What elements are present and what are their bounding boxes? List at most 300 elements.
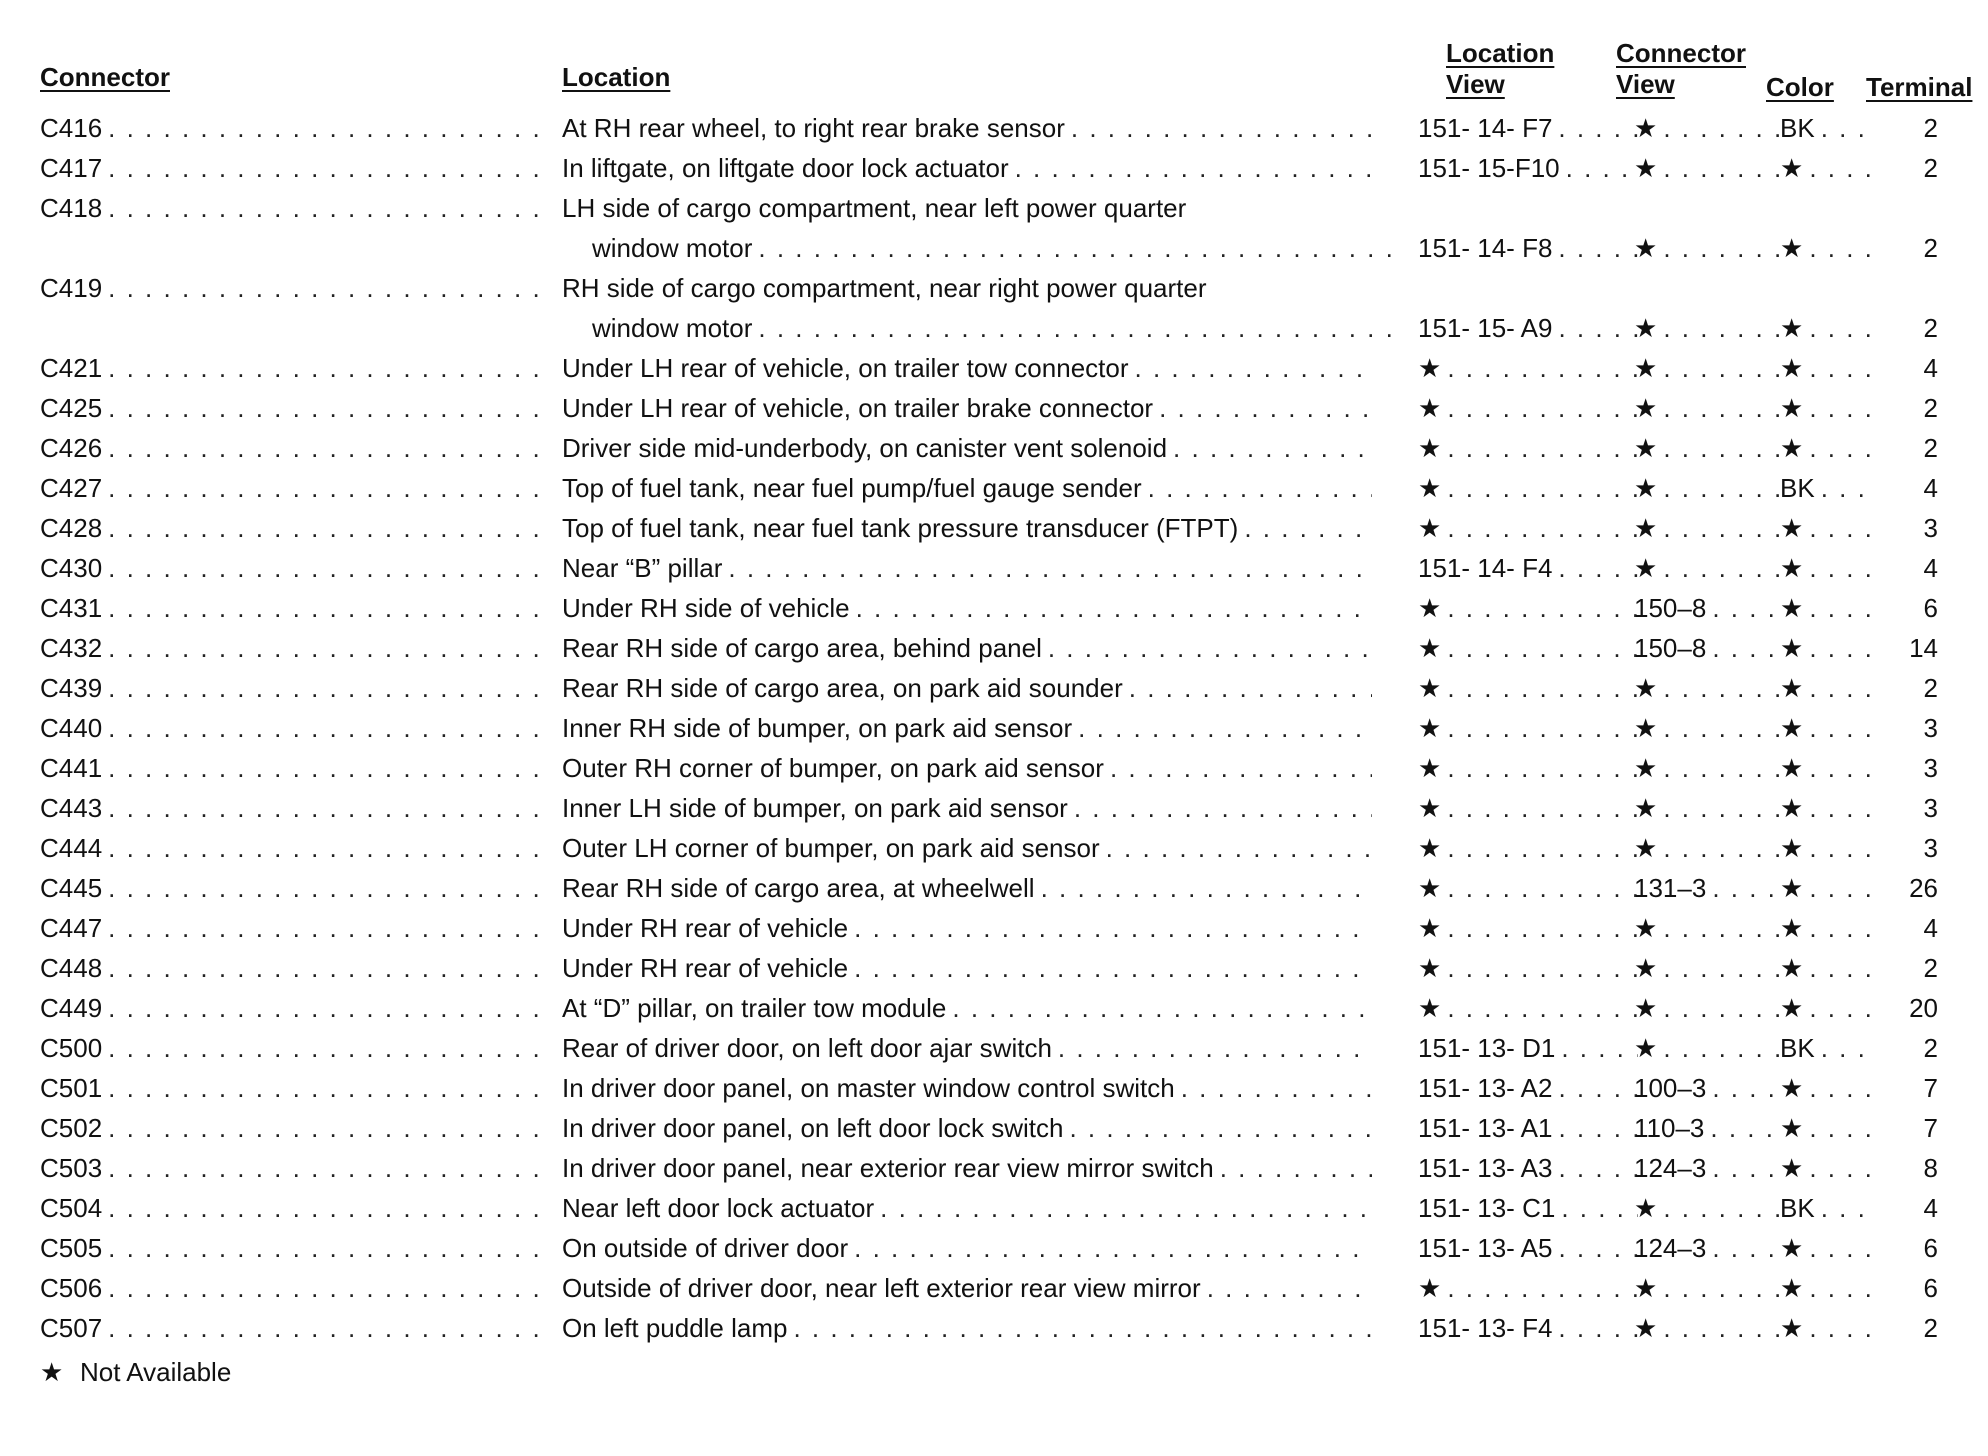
dot-leader: [1015, 148, 1372, 188]
dot-leader: [108, 1268, 550, 1308]
row-line: [0, 228, 1988, 268]
dot-leader: [1447, 1268, 1638, 1308]
dot-leader: [1809, 1228, 1870, 1268]
connector-id: C447 . . .: [40, 908, 550, 948]
connector-view: ★ . . .: [1634, 748, 1784, 788]
row-line: [0, 1028, 1988, 1068]
location-view: 151- 13- A1 . . .: [1418, 1108, 1638, 1148]
connector-id: C503 . . .: [40, 1148, 550, 1188]
dot-leader: [108, 628, 550, 668]
terminal-count: 14: [1909, 633, 1938, 663]
dot-leader: [1663, 348, 1784, 388]
table-row: [0, 1228, 1988, 1268]
row-line: [0, 1308, 1988, 1348]
terminal-count: 2: [1923, 1033, 1938, 1063]
table-row: [0, 1188, 1988, 1228]
connector-view: ★ . . .: [1634, 1268, 1784, 1308]
connector-id: C440 . . .: [40, 708, 550, 748]
dot-leader: [1712, 588, 1784, 628]
dot-leader: [1447, 708, 1638, 748]
location-view: 151- 14- F4 . . .: [1418, 548, 1638, 588]
row-line: [0, 1268, 1988, 1308]
dot-leader: [1663, 828, 1784, 868]
connector-view: ★ . . .: [1634, 308, 1784, 348]
header-terminal: Terminal: [1866, 72, 1973, 102]
dot-leader: [1809, 868, 1870, 908]
terminal-count: 4: [1923, 913, 1938, 943]
dot-leader: [108, 268, 550, 308]
connector-id: C505 . . .: [40, 1228, 550, 1268]
dot-leader: [1561, 1028, 1638, 1068]
connector-view: 150–8 . . .: [1634, 628, 1784, 668]
dot-leader: [1809, 428, 1870, 468]
row-line: [0, 188, 1988, 228]
terminal-count: 2: [1923, 953, 1938, 983]
dot-leader: [1663, 668, 1784, 708]
dot-leader: [854, 1228, 1372, 1268]
connector-id: C430 . . .: [40, 548, 550, 588]
row-line: [0, 828, 1988, 868]
location-view: ★ . . .: [1418, 988, 1638, 1028]
dot-leader: [1809, 1308, 1870, 1348]
dot-leader: [854, 948, 1372, 988]
connector-id: C417 . . .: [40, 148, 550, 188]
location-view: 151- 14- F7 . . .: [1418, 108, 1638, 148]
wire-color: BK . . .: [1780, 108, 1870, 148]
row-line: [0, 268, 1988, 308]
dot-leader: [108, 788, 550, 828]
dot-leader: [1558, 228, 1638, 268]
dot-leader: [1558, 1228, 1638, 1268]
location-text: At “D” pillar, on trailer tow module . . .: [562, 988, 1372, 1028]
table-row: [0, 628, 1988, 668]
table-row: [0, 788, 1988, 828]
dot-leader: [1447, 348, 1638, 388]
wire-color: ★ . . .: [1780, 988, 1870, 1028]
dot-leader: [1561, 1188, 1638, 1228]
row-line: [0, 908, 1988, 948]
terminal-count: 3: [1923, 753, 1938, 783]
terminal-count: 3: [1923, 793, 1938, 823]
table-row: [0, 948, 1988, 988]
wire-color: ★ . . .: [1780, 1308, 1870, 1348]
wire-color: ★ . . .: [1780, 308, 1870, 348]
table-row: [0, 868, 1988, 908]
location-view: 151- 13- D1 . . .: [1418, 1028, 1638, 1068]
header-location-view: Location View: [1446, 38, 1555, 99]
dot-leader: [108, 428, 550, 468]
dot-leader: [1447, 988, 1638, 1028]
dot-leader: [1712, 628, 1784, 668]
dot-leader: [1078, 708, 1372, 748]
connector-id: C431 . . .: [40, 588, 550, 628]
dot-leader: [1809, 1068, 1870, 1108]
dot-leader: [108, 468, 550, 508]
location-text: Inner RH side of bumper, on park aid sensor . . .: [562, 708, 1372, 748]
location-view: 151- 13- C1 . . .: [1418, 1188, 1638, 1228]
dot-leader: [1447, 428, 1638, 468]
dot-leader: [880, 1188, 1372, 1228]
dot-leader: [108, 508, 550, 548]
dot-leader: [1809, 988, 1870, 1028]
dot-leader: [1663, 308, 1784, 348]
location-text: In liftgate, on liftgate door lock actuator . . .: [562, 148, 1372, 188]
location-text: LH side of cargo compartment, near left power quarter: [562, 193, 1187, 223]
location-view: 151- 15- A9 . . .: [1418, 308, 1638, 348]
dot-leader: [1041, 868, 1372, 908]
footnote: [40, 1354, 231, 1390]
dot-leader: [1809, 748, 1870, 788]
dot-leader: [1663, 708, 1784, 748]
row-line: [0, 868, 1988, 908]
dot-leader: [108, 1308, 550, 1348]
connector-view: ★ . . .: [1634, 908, 1784, 948]
location-view: ★ . . .: [1418, 388, 1638, 428]
connector-id: C416 . . .: [40, 108, 550, 148]
dot-leader: [1558, 1108, 1638, 1148]
dot-leader: [108, 388, 550, 428]
dot-leader: [1663, 148, 1784, 188]
row-line: [0, 948, 1988, 988]
dot-leader: [1207, 1268, 1372, 1308]
dot-leader: [1821, 108, 1870, 148]
dot-leader: [793, 1308, 1372, 1348]
connector-id: C418 . . .: [40, 188, 550, 228]
dot-leader: [108, 908, 550, 948]
row-line: [0, 148, 1988, 188]
dot-leader: [1663, 788, 1784, 828]
dot-leader: [1809, 708, 1870, 748]
location-text: Top of fuel tank, near fuel tank pressure transducer (FTPT) . . .: [562, 508, 1372, 548]
location-text: Outer LH corner of bumper, on park aid sensor . . .: [562, 828, 1372, 868]
location-text: Rear RH side of cargo area, behind panel . . .: [562, 628, 1372, 668]
dot-leader: [108, 548, 550, 588]
dot-leader: [1712, 1228, 1784, 1268]
location-view: 151- 13- F4 . . .: [1418, 1308, 1638, 1348]
connector-id: C419 . . .: [40, 268, 550, 308]
connector-id: C432 . . .: [40, 628, 550, 668]
row-line: [0, 708, 1988, 748]
wire-color: BK . . .: [1780, 1028, 1870, 1068]
connector-view: ★ . . .: [1634, 108, 1784, 148]
connector-view: ★ . . .: [1634, 1188, 1784, 1228]
star-icon: ★: [40, 1357, 64, 1387]
header-location: Location: [562, 62, 671, 92]
dot-leader: [1135, 348, 1373, 388]
dot-leader: [1447, 388, 1638, 428]
dot-leader: [758, 228, 1402, 268]
row-line: [0, 628, 1988, 668]
dot-leader: [1663, 988, 1784, 1028]
connector-id: C507 . . .: [40, 1308, 550, 1348]
row-line: [0, 988, 1988, 1028]
dot-leader: [1110, 748, 1372, 788]
dot-leader: [1809, 348, 1870, 388]
terminal-count: 2: [1923, 153, 1938, 183]
dot-leader: [1558, 1068, 1638, 1108]
connector-id: C500 . . .: [40, 1028, 550, 1068]
dot-leader: [1809, 308, 1870, 348]
terminal-count: 4: [1923, 473, 1938, 503]
terminal-count: 6: [1923, 1233, 1938, 1263]
table-row: [0, 988, 1988, 1028]
connector-view: ★ . . .: [1634, 668, 1784, 708]
dot-leader: [108, 588, 550, 628]
row-line: [0, 548, 1988, 588]
dot-leader: [1447, 868, 1638, 908]
dot-leader: [1809, 1268, 1870, 1308]
table-row: [0, 1108, 1988, 1148]
dot-leader: [1181, 1068, 1372, 1108]
terminal-count: 20: [1909, 993, 1938, 1023]
location-view: ★ . . .: [1418, 908, 1638, 948]
connector-id: C439 . . .: [40, 668, 550, 708]
table-row: [0, 1268, 1988, 1308]
location-view: ★ . . .: [1418, 748, 1638, 788]
terminal-count: 2: [1923, 433, 1938, 463]
dot-leader: [1809, 1108, 1870, 1148]
dot-leader: [108, 868, 550, 908]
dot-leader: [1447, 948, 1638, 988]
connector-id: C441 . . .: [40, 748, 550, 788]
terminal-count: 4: [1923, 353, 1938, 383]
dot-leader: [1821, 468, 1870, 508]
location-text: Driver side mid-underbody, on canister vent solenoid . . .: [562, 428, 1372, 468]
connector-id: C448 . . .: [40, 948, 550, 988]
dot-leader: [1048, 628, 1372, 668]
dot-leader: [108, 1028, 550, 1068]
dot-leader: [1809, 948, 1870, 988]
location-text: At RH rear wheel, to right rear brake sensor . . .: [562, 108, 1372, 148]
connector-id: C426 . . .: [40, 428, 550, 468]
row-line: [0, 1148, 1988, 1188]
table-row: [0, 348, 1988, 388]
table-row: [0, 1308, 1988, 1348]
location-text: Rear of driver door, on left door ajar switch . . .: [562, 1028, 1372, 1068]
row-line: [0, 108, 1988, 148]
location-view: ★ . . .: [1418, 788, 1638, 828]
terminal-count: 2: [1923, 673, 1938, 703]
connector-id: C428 . . .: [40, 508, 550, 548]
dot-leader: [1447, 828, 1638, 868]
wire-color: ★ . . .: [1780, 948, 1870, 988]
connector-view: ★ . . .: [1634, 228, 1784, 268]
wire-color: ★ . . .: [1780, 828, 1870, 868]
dot-leader: [1447, 908, 1638, 948]
connector-view: ★ . . .: [1634, 508, 1784, 548]
table-row: [0, 748, 1988, 788]
location-view: 151- 13- A5 . . .: [1418, 1228, 1638, 1268]
footnote-text: Not Available: [80, 1357, 232, 1387]
dot-leader: [1663, 468, 1784, 508]
dot-leader: [1663, 548, 1784, 588]
location-text: Under RH rear of vehicle . . .: [562, 948, 1372, 988]
location-view: ★ . . .: [1418, 348, 1638, 388]
connector-view: ★ . . .: [1634, 468, 1784, 508]
connector-view: ★ . . .: [1634, 348, 1784, 388]
location-view: ★ . . .: [1418, 1268, 1638, 1308]
wire-color: BK . . .: [1780, 1188, 1870, 1228]
connector-id: C425 . . .: [40, 388, 550, 428]
row-line: [0, 348, 1988, 388]
dot-leader: [1712, 1068, 1784, 1108]
terminal-count: 2: [1923, 113, 1938, 143]
dot-leader: [1663, 748, 1784, 788]
location-text: Near left door lock actuator . . .: [562, 1188, 1372, 1228]
wire-color: ★ . . .: [1780, 628, 1870, 668]
wire-color: ★ . . .: [1780, 908, 1870, 948]
dot-leader: [854, 908, 1372, 948]
row-line: [0, 1228, 1988, 1268]
wire-color: ★ . . .: [1780, 1268, 1870, 1308]
row-line: [0, 388, 1988, 428]
terminal-count: 2: [1923, 393, 1938, 423]
location-view: ★ . . .: [1418, 428, 1638, 468]
row-line: [0, 1068, 1988, 1108]
dot-leader: [1663, 1268, 1784, 1308]
row-line: [0, 668, 1988, 708]
terminal-count: 3: [1923, 713, 1938, 743]
connector-view: ★ . . .: [1634, 948, 1784, 988]
location-view: ★ . . .: [1418, 868, 1638, 908]
connector-id: C501 . . .: [40, 1068, 550, 1108]
location-text-continued: window motor . . .: [592, 308, 1402, 348]
connector-id: C443 . . .: [40, 788, 550, 828]
connector-view: 124–3 . . .: [1634, 1228, 1784, 1268]
dot-leader: [1809, 828, 1870, 868]
location-text: In driver door panel, on master window control switch . . .: [562, 1068, 1372, 1108]
dot-leader: [1447, 508, 1638, 548]
connector-id: C449 . . .: [40, 988, 550, 1028]
dot-leader: [1447, 788, 1638, 828]
dot-leader: [1106, 828, 1372, 868]
dot-leader: [108, 148, 550, 188]
dot-leader: [1663, 908, 1784, 948]
table-row: [0, 148, 1988, 188]
connector-view: ★ . . .: [1634, 788, 1784, 828]
location-text: Under RH rear of vehicle . . .: [562, 908, 1372, 948]
row-line: [0, 308, 1988, 348]
dot-leader: [108, 948, 550, 988]
connector-id: C444 . . .: [40, 828, 550, 868]
connector-view: ★ . . .: [1634, 548, 1784, 588]
connector-id: C506 . . .: [40, 1268, 550, 1308]
dot-leader: [1809, 668, 1870, 708]
dot-leader: [1173, 428, 1372, 468]
wire-color: ★ . . .: [1780, 148, 1870, 188]
wire-color: ★ . . .: [1780, 428, 1870, 468]
dot-leader: [1447, 628, 1638, 668]
dot-leader: [1447, 468, 1638, 508]
dot-leader: [108, 1108, 550, 1148]
table-row: [0, 668, 1988, 708]
wire-color: ★ . . .: [1780, 588, 1870, 628]
table-row: [0, 908, 1988, 948]
dot-leader: [1558, 1308, 1638, 1348]
dot-leader: [1069, 1108, 1372, 1148]
dot-leader: [108, 828, 550, 868]
terminal-count: 2: [1923, 313, 1938, 343]
dot-leader: [758, 308, 1402, 348]
terminal-count: 3: [1923, 513, 1938, 543]
dot-leader: [1809, 588, 1870, 628]
location-view: ★ . . .: [1418, 708, 1638, 748]
connector-view: 100–3 . . .: [1634, 1068, 1784, 1108]
wire-color: ★ . . .: [1780, 548, 1870, 588]
wire-color: ★ . . .: [1780, 868, 1870, 908]
location-text: Rear RH side of cargo area, on park aid sounder . . .: [562, 668, 1372, 708]
location-view: ★ . . .: [1418, 468, 1638, 508]
terminal-count: 26: [1909, 873, 1938, 903]
wire-color: ★ . . .: [1780, 668, 1870, 708]
dot-leader: [1148, 468, 1372, 508]
dot-leader: [728, 548, 1372, 588]
dot-leader: [1447, 748, 1638, 788]
dot-leader: [1071, 108, 1372, 148]
location-text: On left puddle lamp . . .: [562, 1308, 1372, 1348]
connector-id: C421 . . .: [40, 348, 550, 388]
dot-leader: [108, 348, 550, 388]
location-view: 151- 13- A3 . . .: [1418, 1148, 1638, 1188]
connector-id: C504 . . .: [40, 1188, 550, 1228]
location-text: Outside of driver door, near left exterior rear view mirror . . .: [562, 1268, 1372, 1308]
location-text: Near “B” pillar . . .: [562, 548, 1372, 588]
dot-leader: [1663, 948, 1784, 988]
table-row: [0, 268, 1988, 348]
connector-view: ★ . . .: [1634, 828, 1784, 868]
wire-color: BK . . .: [1780, 468, 1870, 508]
dot-leader: [108, 188, 550, 228]
location-text: Top of fuel tank, near fuel pump/fuel gauge sender . . .: [562, 468, 1372, 508]
dot-leader: [1244, 508, 1372, 548]
row-line: [0, 588, 1988, 628]
table-row: [0, 1148, 1988, 1188]
wire-color: ★ . . .: [1780, 508, 1870, 548]
dot-leader: [952, 988, 1372, 1028]
connector-id: C427 . . .: [40, 468, 550, 508]
dot-leader: [108, 708, 550, 748]
wire-color: ★ . . .: [1780, 388, 1870, 428]
dot-leader: [1809, 628, 1870, 668]
location-view: ★ . . .: [1418, 508, 1638, 548]
dot-leader: [1663, 428, 1784, 468]
table-row: [0, 828, 1988, 868]
header-connector-view: Connector View: [1616, 38, 1746, 99]
table-row: [0, 1068, 1988, 1108]
dot-leader: [1129, 668, 1372, 708]
dot-leader: [1809, 548, 1870, 588]
table-row: [0, 548, 1988, 588]
location-text: On outside of driver door . . .: [562, 1228, 1372, 1268]
location-text: Outer RH corner of bumper, on park aid sensor . . .: [562, 748, 1372, 788]
wire-color: ★ . . .: [1780, 1228, 1870, 1268]
wire-color: ★ . . .: [1780, 748, 1870, 788]
dot-leader: [108, 668, 550, 708]
dot-leader: [1663, 228, 1784, 268]
dot-leader: [1159, 388, 1372, 428]
connector-view: ★ . . .: [1634, 388, 1784, 428]
table-row: [0, 708, 1988, 748]
header-color: Color: [1766, 72, 1834, 102]
row-line: [0, 1108, 1988, 1148]
row-line: [0, 428, 1988, 468]
location-view: ★ . . .: [1418, 628, 1638, 668]
wire-color: ★ . . .: [1780, 1068, 1870, 1108]
terminal-count: 7: [1923, 1113, 1938, 1143]
connector-view: ★ . . .: [1634, 988, 1784, 1028]
terminal-count: 3: [1923, 833, 1938, 863]
terminal-count: 6: [1923, 1273, 1938, 1303]
